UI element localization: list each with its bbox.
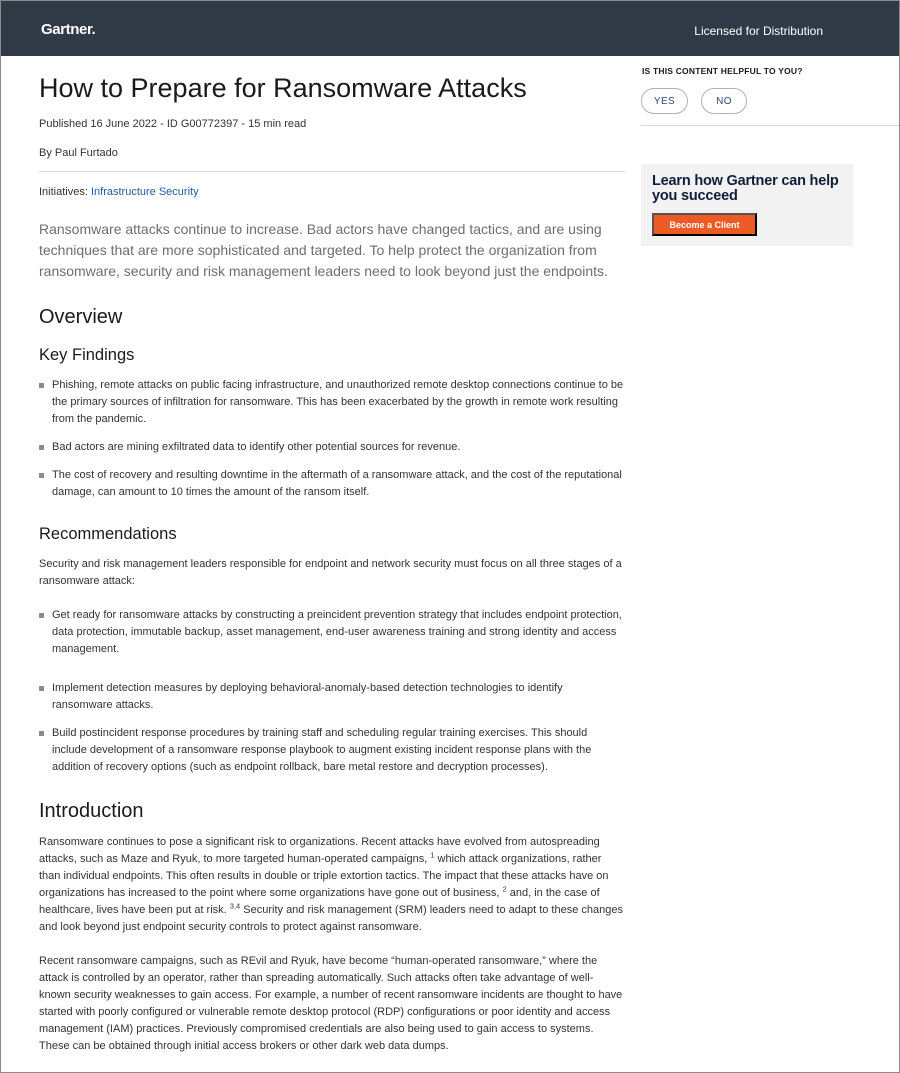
footnote-ref[interactable]: 3,4 <box>229 901 241 911</box>
promo-box <box>641 164 853 246</box>
key-finding-text: Bad actors are mining exfiltrated data to identify other potential sources for revenue. <box>52 441 461 453</box>
bullet-square <box>39 613 44 618</box>
licensed-label: Licensed for Distribution <box>694 24 823 38</box>
bullet-square <box>39 473 44 478</box>
footnote-ref[interactable]: 1 <box>430 850 435 860</box>
recommendation-text: Get ready for ransomware attacks by constructing a preincident prevention strategy that includes endpoint protection, data protection, immutable backup, asset management, end-user awareness training and strong identity and access management. <box>52 609 622 655</box>
key-finding-item <box>39 467 625 501</box>
recommendations-intro: Security and risk management leaders responsible for endpoint and network security must focus on all three stages of a ransomware attack: <box>39 558 622 587</box>
key-finding-item <box>39 439 625 456</box>
intro-text: Ransomware continues to pose a significant risk to organizations. Recent attacks have evolved from autospreading attacks, such as Maze and Ryuk, to more targeted human-operated campaigns, <box>39 836 600 865</box>
divider <box>39 171 625 172</box>
no-button[interactable]: NO <box>701 88 747 114</box>
become-client-button[interactable]: Become a Client <box>652 213 757 236</box>
recommendation-text: Build postincident response procedures by training staff and scheduling regular training exercises. This should include development of a ransomware response playbook to augment existing incident response plans with the addition of recovery options (such as endpoint rollback, bare metal restore and decryption processes). <box>52 727 592 773</box>
intro-text: Security and risk management (SRM) leaders need to adapt to these changes and look beyond just endpoint security controls to protect against ransomware. <box>39 904 623 933</box>
key-findings-heading: Key Findings <box>39 346 135 364</box>
bullet-square <box>39 731 44 736</box>
yes-button[interactable]: YES <box>641 88 688 114</box>
intro-paragraph-2: Recent ransomware campaigns, such as REvil and Ryuk, have become “human-operated ransomware,” where the attack is controlled by an operator, rather than spreading automatically. Such attacks often take advantage of well-known security weaknesses to gain access. For example, a number of recent ransomware incidents are thought to have started with poorly configured or vulnerable remote desktop protocol (RDP) configurations or poor identity and access management (IAM) practices. Previously compromised credentials are also being used to gain access to systems. These can be obtained through initial access brokers or other dark web data dumps. <box>39 955 623 1052</box>
initiatives-label: Initiatives: <box>39 186 91 198</box>
introduction-heading: Introduction <box>39 800 144 822</box>
article-meta: Published 16 June 2022 - ID G00772397 - 15 min read <box>39 118 307 130</box>
recommendation-item <box>39 680 625 714</box>
intro-text: which attack organizations, rather than individual endpoints. This often results in double or triple extortion tactics. The impact that these attacks have on organizations has increased to the point where some organizations have gone out of business, <box>39 853 609 899</box>
key-finding-text: The cost of recovery and resulting downtime in the aftermath of a ransomware attack, and the cost of the reputational damage, can amount to 10 times the amount of the ransom itself. <box>52 469 622 498</box>
intro-text: and, in the case of healthcare, lives have been put at risk. <box>39 887 600 916</box>
recommendation-text: Implement detection measures by deploying behavioral-anomaly-based detection technologies to identify ransomware attacks. <box>52 682 563 711</box>
footnote-ref[interactable]: 2 <box>502 884 507 894</box>
initiative-link[interactable]: Infrastructure Security <box>90 186 199 198</box>
page-title: How to Prepare for Ransomware Attacks <box>39 73 527 103</box>
recommendation-item <box>39 725 625 776</box>
bullet-square <box>39 445 44 450</box>
bullet-square <box>39 383 44 388</box>
key-finding-text: Phishing, remote attacks on public facing infrastructure, and unauthorized remote desktop connections continue to be the primary sources of infiltration for ransomware. This has been exacerbated by the growth in remote work resulting from the pandemic. <box>52 379 624 425</box>
bullet-square <box>39 686 44 691</box>
article-summary: Ransomware attacks continue to increase. Bad actors have changed tactics, and are using techniques that are more sophisticated and targeted. To help protect the organization from ransomware, security and risk management leaders need to look beyond just the endpoints. <box>39 221 608 279</box>
top-bar <box>1 1 899 56</box>
helpful-question: IS THIS CONTENT HELPFUL TO YOU? <box>642 66 803 76</box>
initiatives <box>39 186 199 198</box>
divider <box>641 125 899 126</box>
overview-heading: Overview <box>39 306 123 328</box>
promo-title: Learn how Gartner can help you succeed <box>652 173 839 204</box>
article-author: By Paul Furtado <box>39 147 118 159</box>
intro-paragraph-1 <box>39 834 625 936</box>
recommendations-heading: Recommendations <box>39 525 177 543</box>
gartner-logo[interactable]: Gartner. <box>41 21 96 38</box>
recommendation-item <box>39 607 625 658</box>
key-finding-item <box>39 377 625 428</box>
